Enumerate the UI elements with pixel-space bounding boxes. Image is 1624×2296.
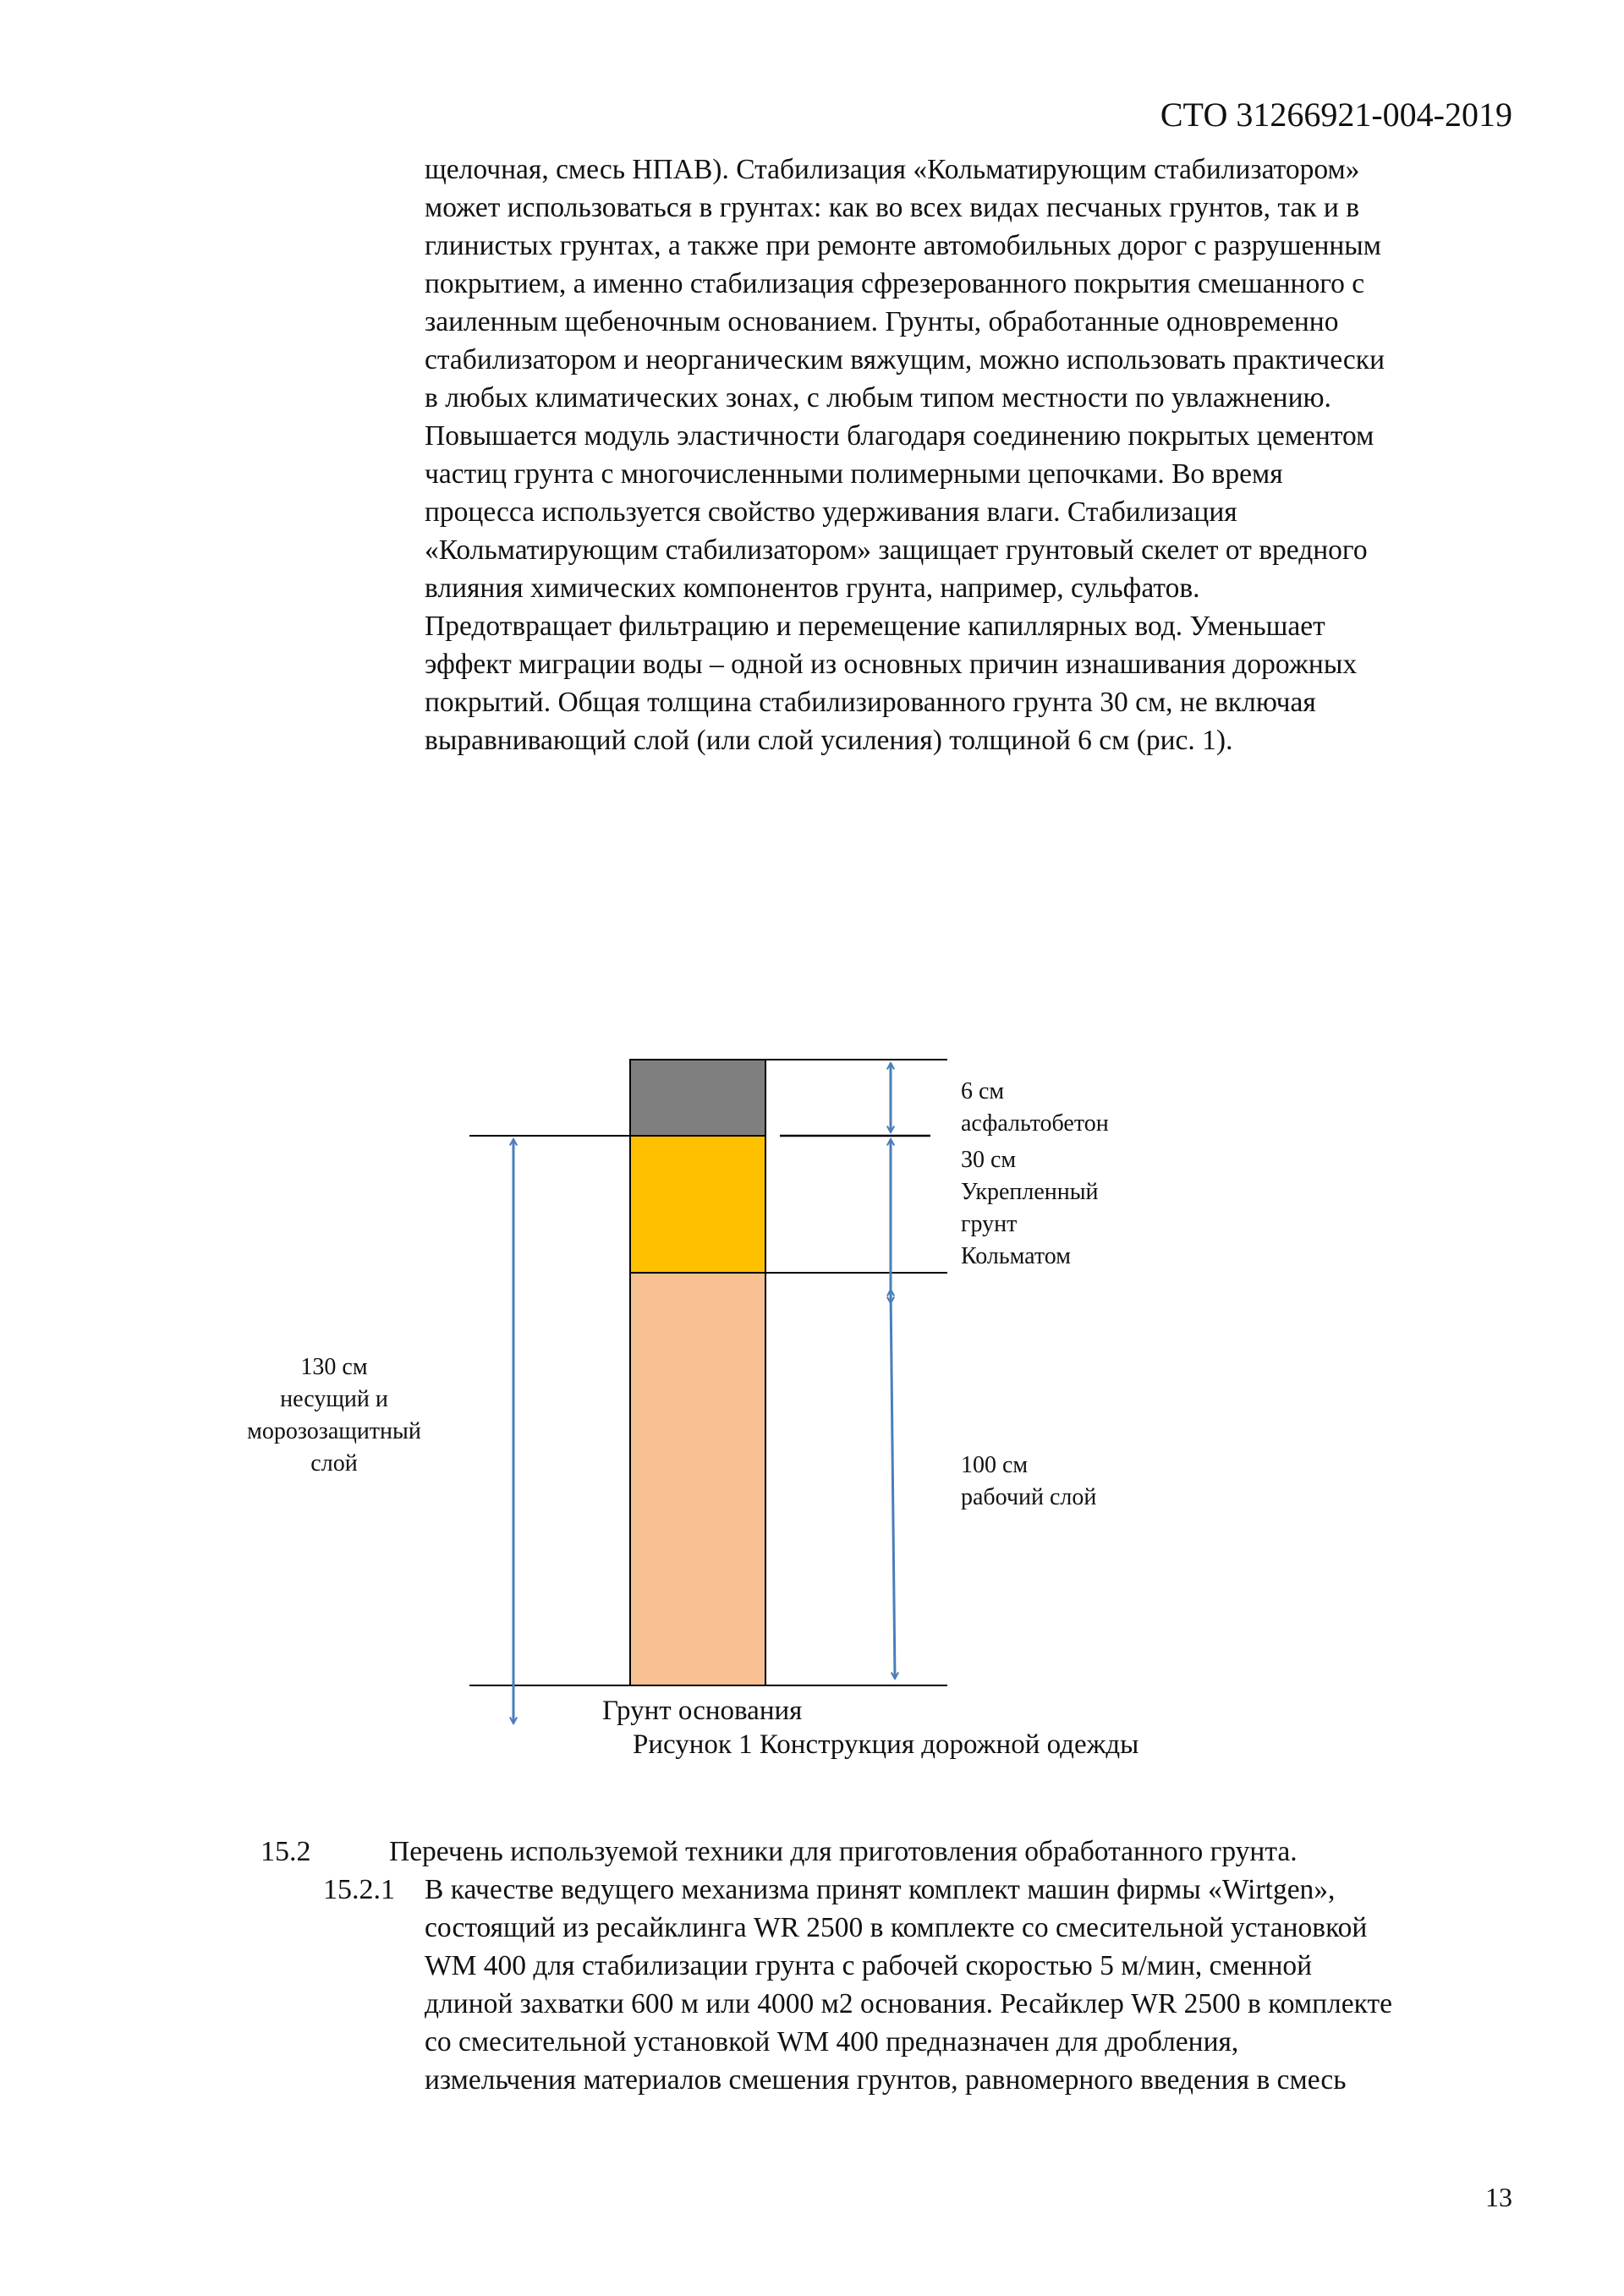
paragraph-line: выравнивающий слой (или слой усиления) толщиной 6 см (рис. 1). xyxy=(425,725,1233,756)
paragraph-line: Предотвращает фильтрацию и перемещение капиллярных вод. Уменьшает xyxy=(425,611,1325,642)
paragraph-line: глинистых грунтах, а также при ремонте автомобильных дорог с разрушенным xyxy=(425,230,1382,261)
document-code: СТО 31266921-004-2019 xyxy=(1160,96,1512,134)
paragraph-line: влияния химических компонентов грунта, например, сульфатов. xyxy=(425,573,1200,604)
subsection-text xyxy=(425,1871,1392,2099)
paragraph-line: процесса используется свойство удерживания влаги. Стабилизация xyxy=(425,496,1237,528)
label-line: Укрепленный xyxy=(961,1179,1099,1205)
label-asphalt xyxy=(961,1076,1109,1140)
layer-asphalt xyxy=(630,1060,765,1136)
paragraph-line: покрытием, а именно стабилизация сфрезерованного покрытия смешанного с xyxy=(425,268,1365,299)
label-line: грунт xyxy=(961,1211,1018,1237)
label-line: 6 см xyxy=(961,1078,1005,1104)
label-line: 100 см xyxy=(961,1452,1029,1478)
subsection-line: WM 400 для стабилизации грунта с рабочей скоростью 5 м/мин, сменной xyxy=(425,1950,1313,1981)
paragraph-line: частиц грунта с многочисленными полимерными цепочками. Во время xyxy=(425,458,1283,490)
subsection-line: измельчения материалов смешения грунтов, равномерного введения в смесь xyxy=(425,2064,1347,2096)
page-number: 13 xyxy=(1485,2182,1512,2212)
body-paragraph xyxy=(425,151,1558,759)
subsection-line: со смесительной установкой WM 400 предназначен для дробления, xyxy=(425,2026,1239,2058)
figure-caption: Рисунок 1 Конструкция дорожной одежды xyxy=(633,1729,1139,1760)
label-line: морозозащитный xyxy=(247,1418,421,1444)
paragraph-line: стабилизатором и неорганическим вяжущим, можно использовать практически xyxy=(425,344,1385,375)
paragraph-line: щелочная, смесь НПАВ). Стабилизация «Кольматирующим стабилизатором» xyxy=(425,154,1360,185)
paragraph-line: Повышается модуль эластичности благодаря соединению покрытых цементом xyxy=(425,420,1374,452)
paragraph-line: покрытий. Общая толщина стабилизированного грунта 30 см, не включая xyxy=(425,687,1316,718)
label-line: несущий и xyxy=(280,1386,388,1412)
paragraph-line: «Кольматирующим стабилизатором» защищает грунтовый скелет от вредного xyxy=(425,534,1368,566)
working-dimension-arrow xyxy=(891,1290,895,1679)
paragraph-line: может использоваться в грунтах: как во всех видах песчаных грунтов, так и в xyxy=(425,192,1360,223)
subsection-line: В качестве ведущего механизма принят комплект машин фирмы «Wirtgen», xyxy=(425,1874,1336,1905)
section-number: 15.2 xyxy=(261,1836,311,1867)
paragraph-line: эффект миграции воды – одной из основных причин изнашивания дорожных xyxy=(425,649,1358,680)
paragraph-line: в любых климатических зонах, с любым типом местности по увлажнению. xyxy=(425,382,1331,414)
layer-working xyxy=(630,1273,765,1685)
paragraph-line: заиленным щебеночным основанием. Грунты, обработанные одновременно xyxy=(425,306,1339,337)
label-working-layer xyxy=(961,1449,1096,1514)
heading-line: Перечень используемой техники для приготовления обработанного грунта. xyxy=(389,1836,1298,1867)
base-soil-label: Грунт основания xyxy=(602,1696,803,1726)
label-line: 30 см xyxy=(961,1147,1017,1173)
label-line: асфальтобетон xyxy=(961,1110,1109,1137)
subsection-line: состоящий из ресайклинга WR 2500 в комплекте со смесительной установкой xyxy=(425,1912,1368,1943)
label-line: слой xyxy=(310,1450,358,1477)
subsection-line: длиной захватки 600 м или 4000 м2 основания. Ресайклер WR 2500 в комплекте xyxy=(425,1988,1392,2019)
label-stabilized-soil xyxy=(961,1144,1099,1273)
layer-stabilized-soil xyxy=(630,1136,765,1273)
section-heading xyxy=(389,1833,1298,1871)
label-left-dimension xyxy=(222,1351,447,1480)
subsection-number: 15.2.1 xyxy=(323,1874,395,1905)
label-line: Кольматом xyxy=(961,1243,1071,1269)
label-line: 130 см xyxy=(300,1354,368,1380)
label-line: рабочий слой xyxy=(961,1484,1097,1510)
